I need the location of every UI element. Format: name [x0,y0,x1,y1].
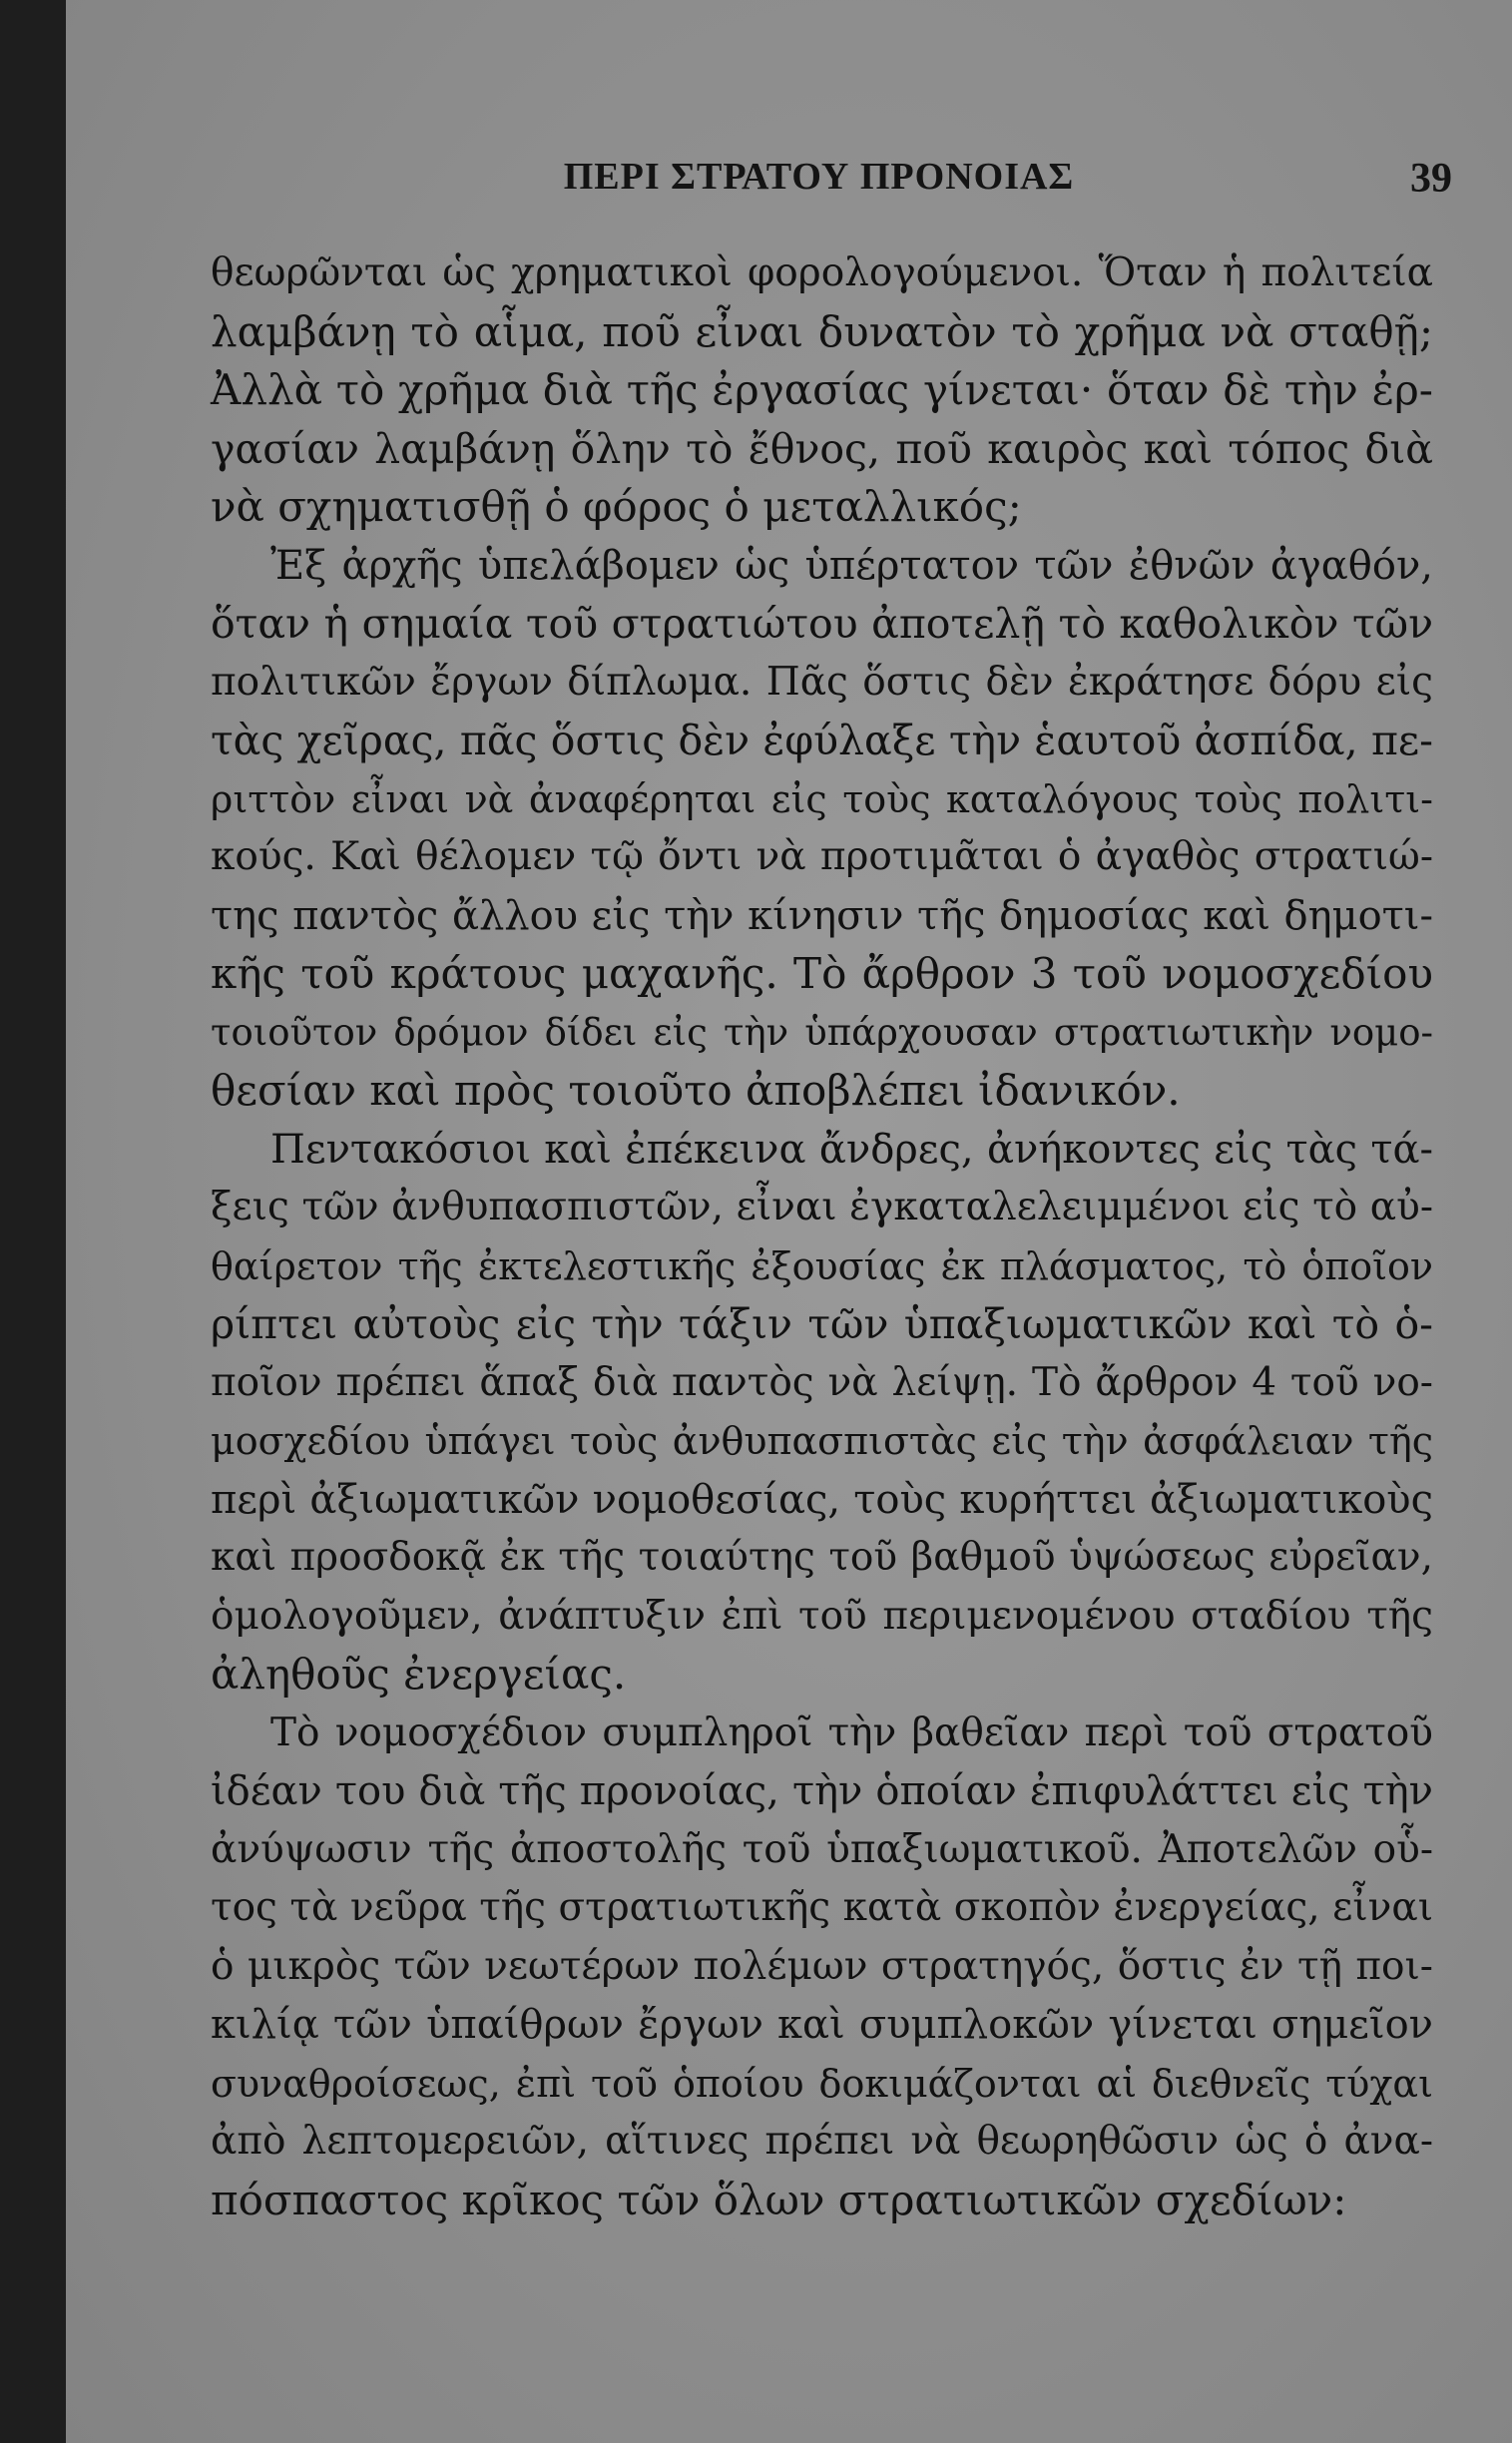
text-line: τὰς χεῖρας, πᾶς ὅστις δὲν ἐφύλαξε τὴν ἑαυτοῦ ἀσπίδα, πε- [211,717,1433,764]
text-line: Πεντακόσιοι καὶ ἐπέκεινα ἄνδρες, ἀνήκοντες εἰς τὰς τά- [270,1126,1433,1173]
text-line: ποῖον πρέπει ἅπαξ διὰ παντὸς νὰ λείψῃ. Τὸ ἄρθρον 4 τοῦ νο- [211,1359,1433,1405]
page-header [186,155,1452,215]
text-line: τοιοῦτον δρόμον δίδει εἰς τὴν ὑπάρχουσαν στρατιωτικὴν νομο- [211,1010,1433,1054]
text-line: ξεις τῶν ἀνθυπασπιστῶν, εἶναι ἐγκαταλελειμμένοι εἰς τὸ αὐ- [211,1185,1433,1229]
page-number: 39 [1410,156,1452,202]
body-text [211,244,1433,2229]
text-line: ὁ μικρὸς τῶν νεωτέρων πολέμων στρατηγός, ὅστις ἐν τῇ ποι- [211,1943,1433,1989]
text-line: καὶ προσδοκᾷ ἐκ τῆς τοιαύτης τοῦ βαθμοῦ ὑψώσεως εὐρεῖαν, [211,1535,1433,1580]
text-line: ριττὸν εἶναι νὰ ἀναφέρηται εἰς τοὺς καταλόγους τοὺς πολιτι- [211,776,1433,821]
text-line: κῆς τοῦ κράτους μαχανῆς. Τὸ ἄρθρον 3 τοῦ νομοσχεδίου [211,949,1433,998]
text-line: θαίρετον τῆς ἐκτελεστικῆς ἐξουσίας ἐκ πλάσματος, τὸ ὁποῖον [211,1243,1433,1288]
text-line: ἰδέαν του διὰ τῆς προνοίας, τὴν ὁποίαν ἐπιφυλάττει εἰς τὴν [211,1768,1433,1814]
text-line: Ἐξ ἀρχῆς ὑπελάβομεν ὡς ὑπέρτατον τῶν ἐθνῶν ἀγαθόν, [270,542,1433,589]
text-line: τος τὰ νεῦρα τῆς στρατιωτικῆς κατὰ σκοπὸν ἐνεργείας, εἶναι [211,1885,1433,1930]
text-line: θεωρῶνται ὡς χρηματικοὶ φορολογούμενοι. Ὅταν ἡ πολιτεία [211,250,1433,295]
text-line: θεσίαν καὶ πρὸς τοιοῦτο ἀποβλέπει ἰδανικόν. [211,1066,1181,1115]
text-line: περὶ ἀξιωματικῶν νομοθεσίας, τοὺς κυρήττει ἀξιωματικοὺς [211,1476,1433,1523]
text-line: Τὸ νομοσχέδιον συμπληροῖ τὴν βαθεῖαν περὶ τοῦ στρατοῦ [270,1710,1433,1755]
text-line: Ἀλλὰ τὸ χρῆμα διὰ τῆς ἐργασίας γίνεται· ὅταν δὲ τὴν ἐρ- [211,365,1433,414]
text-line: της παντὸς ἄλλου εἰς τὴν κίνησιν τῆς δημοσίας καὶ δημοτι- [211,892,1433,939]
text-line: ἀληθοῦς ἐνεργείας. [211,1650,627,1699]
text-line: ὅταν ἡ σημαία τοῦ στρατιώτου ἀποτελῇ τὸ καθολικὸν τῶν [211,600,1433,648]
text-line: πολιτικῶν ἔργων δίπλωμα. Πᾶς ὅστις δὲν ἐκράτησε δόρυ εἰς [211,659,1433,705]
text-line: ἀνύψωσιν τῆς ἀποστολῆς τοῦ ὑπαξιωματικοῦ. Ἀποτελῶν οὗ- [211,1826,1433,1872]
text-line: νὰ σχηματισθῇ ὁ φόρος ὁ μεταλλικός; [211,482,1022,531]
book-page [66,0,1512,2443]
text-line: ἀπὸ λεπτομερειῶν, αἵτινες πρέπει νὰ θεωρηθῶσιν ὡς ὁ ἀνα- [211,2119,1433,2164]
text-line: γασίαν λαμβάνῃ ὅλην τὸ ἔθνος, ποῦ καιρὸς καὶ τόπος διὰ [211,424,1433,473]
text-line: ὁμολογοῦμεν, ἀνάπτυξιν ἐπὶ τοῦ περιμενομένου σταδίου τῆς [211,1593,1433,1639]
text-line: κούς. Καὶ θέλομεν τῷ ὄντι νὰ προτιμᾶται ὁ ἀγαθὸς στρατιώ- [211,834,1433,879]
running-title: ΠΕΡΙ ΣΤΡΑΤΟΥ ΠΡΟΝΟΙΑΣ [563,156,1075,198]
text-line: μοσχεδίου ὑπάγει τοὺς ἀνθυπασπιστὰς εἰς τὴν ἀσφάλειαν τῆς [211,1419,1433,1463]
text-line: συναθροίσεως, ἐπὶ τοῦ ὁποίου δοκιμάζονται αἱ διεθνεῖς τύχαι [211,2061,1433,2106]
text-line: πόσπαστος κρῖκος τῶν ὅλων στρατιωτικῶν σχεδίων: [211,2175,1347,2224]
text-line: κιλίᾳ τῶν ὑπαίθρων ἔργων καὶ συμπλοκῶν γίνεται σημεῖον [211,2002,1433,2048]
text-line: ρίπτει αὐτοὺς εἰς τὴν τάξιν τῶν ὑπαξιωματικῶν καὶ τὸ ὁ- [211,1300,1433,1348]
text-line: λαμβάνῃ τὸ αἷμα, ποῦ εἶναι δυνατὸν τὸ χρῆμα νὰ σταθῇ; [211,306,1433,356]
